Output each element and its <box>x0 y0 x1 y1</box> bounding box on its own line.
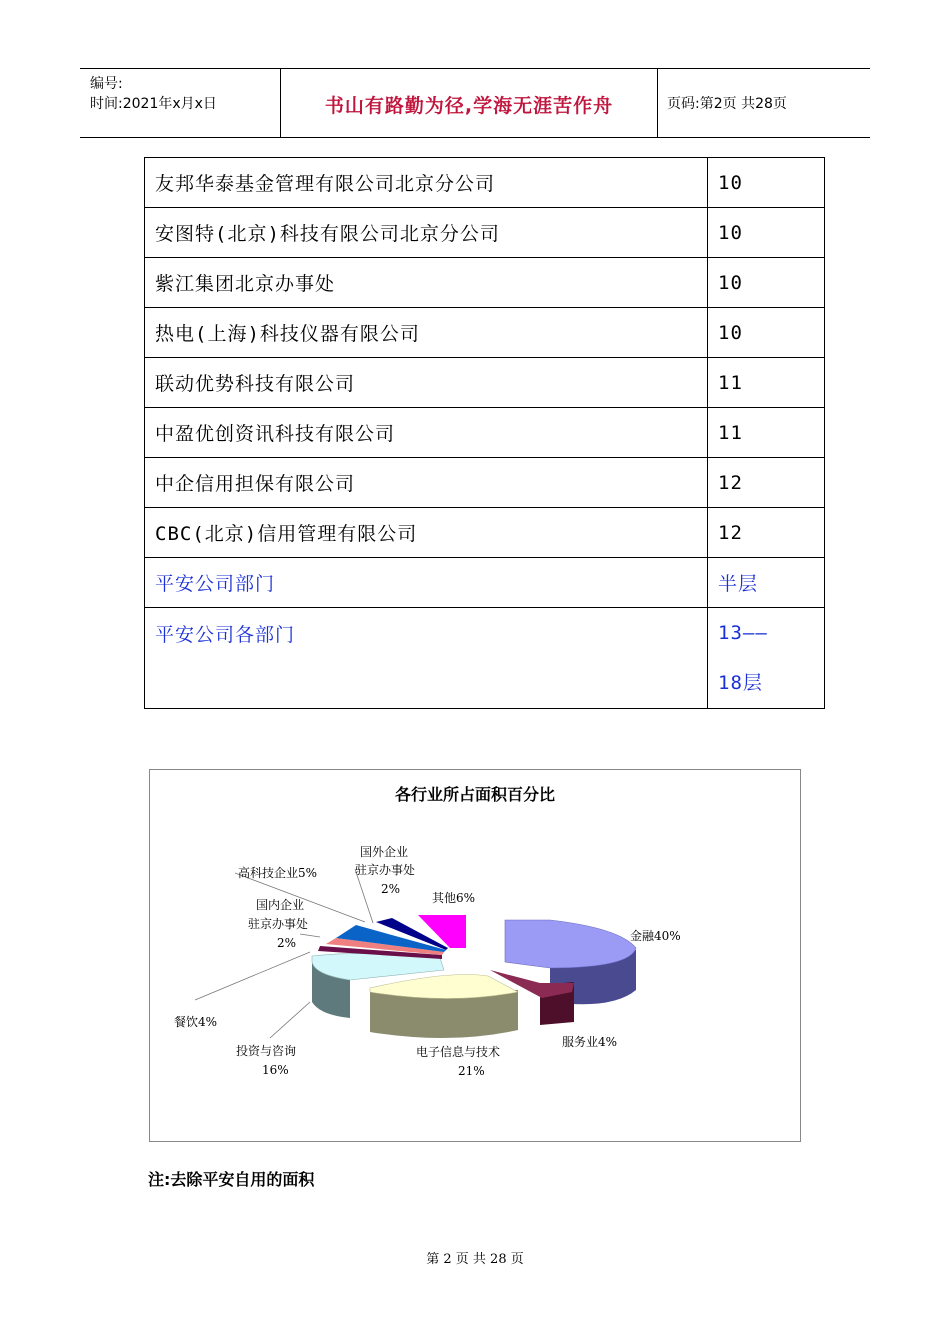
label-fuwu: 服务业4% <box>562 1035 618 1049</box>
label-guonei-1: 国内企业 <box>256 898 305 912</box>
leader-line-canyin <box>195 952 310 1000</box>
floor-cell: 10 <box>708 258 825 308</box>
table-row <box>145 308 825 358</box>
leader-line-guonei <box>300 934 320 937</box>
company-name-cell: 热电(上海)科技仪器有限公司 <box>145 308 708 358</box>
company-name-cell: CBC(北京)信用管理有限公司 <box>145 508 708 558</box>
label-guowai-1: 国外企业 <box>360 845 409 859</box>
table-row <box>145 158 825 208</box>
company-name-cell: 中盈优创资讯科技有限公司 <box>145 408 708 458</box>
company-name-cell: 紫江集团北京办事处 <box>145 258 708 308</box>
company-name-cell: 安图特(北京)科技有限公司北京分公司 <box>145 208 708 258</box>
header-page-cell <box>657 69 870 137</box>
company-name-cell: 平安公司部门 <box>145 558 708 608</box>
company-name-cell: 中企信用担保有限公司 <box>145 458 708 508</box>
pie-chart <box>149 769 801 1142</box>
table-row <box>145 458 825 508</box>
label-canyin: 餐饮4% <box>174 1015 218 1029</box>
company-name-cell: 友邦华泰基金管理有限公司北京分公司 <box>145 158 708 208</box>
slice-jinrong <box>505 920 636 968</box>
leader-line-touzi <box>270 1002 310 1038</box>
floor-range-start: 13—— <box>718 622 768 644</box>
slice-qita <box>418 915 466 948</box>
floor-cell: 10 <box>708 158 825 208</box>
floor-cell: 10 <box>708 208 825 258</box>
tenant-table-body <box>145 158 825 709</box>
time-label: 时间:2021年x月x日 <box>90 96 217 112</box>
floor-cell: 12 <box>708 458 825 508</box>
header-motto-cell <box>280 69 658 137</box>
label-touzi-1: 投资与咨询 <box>236 1044 297 1058</box>
label-qita: 其他6% <box>432 891 476 905</box>
table-row <box>145 408 825 458</box>
label-guonei-2: 驻京办事处 <box>248 917 309 931</box>
slice-dianzi <box>370 975 518 999</box>
page-footer: 第 2 页 共 28 页 <box>426 1252 524 1267</box>
table-row <box>145 608 825 709</box>
floor-range-end: 18层 <box>718 672 763 694</box>
table-row <box>145 208 825 258</box>
label-touzi-2: 16% <box>262 1063 289 1077</box>
table-row <box>145 358 825 408</box>
floor-cell: 11 <box>708 408 825 458</box>
table-row <box>145 558 825 608</box>
floor-cell: 半层 <box>708 558 825 608</box>
note: 注:去除平安自用的面积 <box>148 1170 315 1189</box>
table-row <box>145 508 825 558</box>
header-meta <box>80 69 280 137</box>
label-dianzi-2: 21% <box>458 1064 485 1078</box>
pie-chart-svg <box>150 770 800 1141</box>
label-guonei-3: 2% <box>277 936 297 950</box>
label-jinrong: 金融40% <box>630 929 681 943</box>
number-label: 编号: <box>90 76 123 92</box>
motto: 书山有路勤为径,学海无涯苦作舟 <box>324 95 614 117</box>
label-dianzi-1: 电子信息与技术 <box>416 1045 501 1059</box>
tenant-table <box>144 157 825 709</box>
label-guowai-2: 驻京办事处 <box>355 863 416 877</box>
leader-line-guowai <box>355 869 373 923</box>
chart-title: 各行业所占面积百分比 <box>394 785 555 804</box>
label-gaoke: 高科技企业5% <box>238 866 318 880</box>
page-code: 页码:第2页 共28页 <box>667 96 787 112</box>
page-header <box>80 68 870 138</box>
label-guowai-3: 2% <box>381 882 401 896</box>
floor-cell: 11 <box>708 358 825 408</box>
floor-cell: 10 <box>708 308 825 358</box>
company-name-cell: 联动优势科技有限公司 <box>145 358 708 408</box>
company-name-cell: 平安公司各部门 <box>145 608 708 709</box>
floor-cell <box>708 608 825 709</box>
floor-cell: 12 <box>708 508 825 558</box>
table-row <box>145 258 825 308</box>
